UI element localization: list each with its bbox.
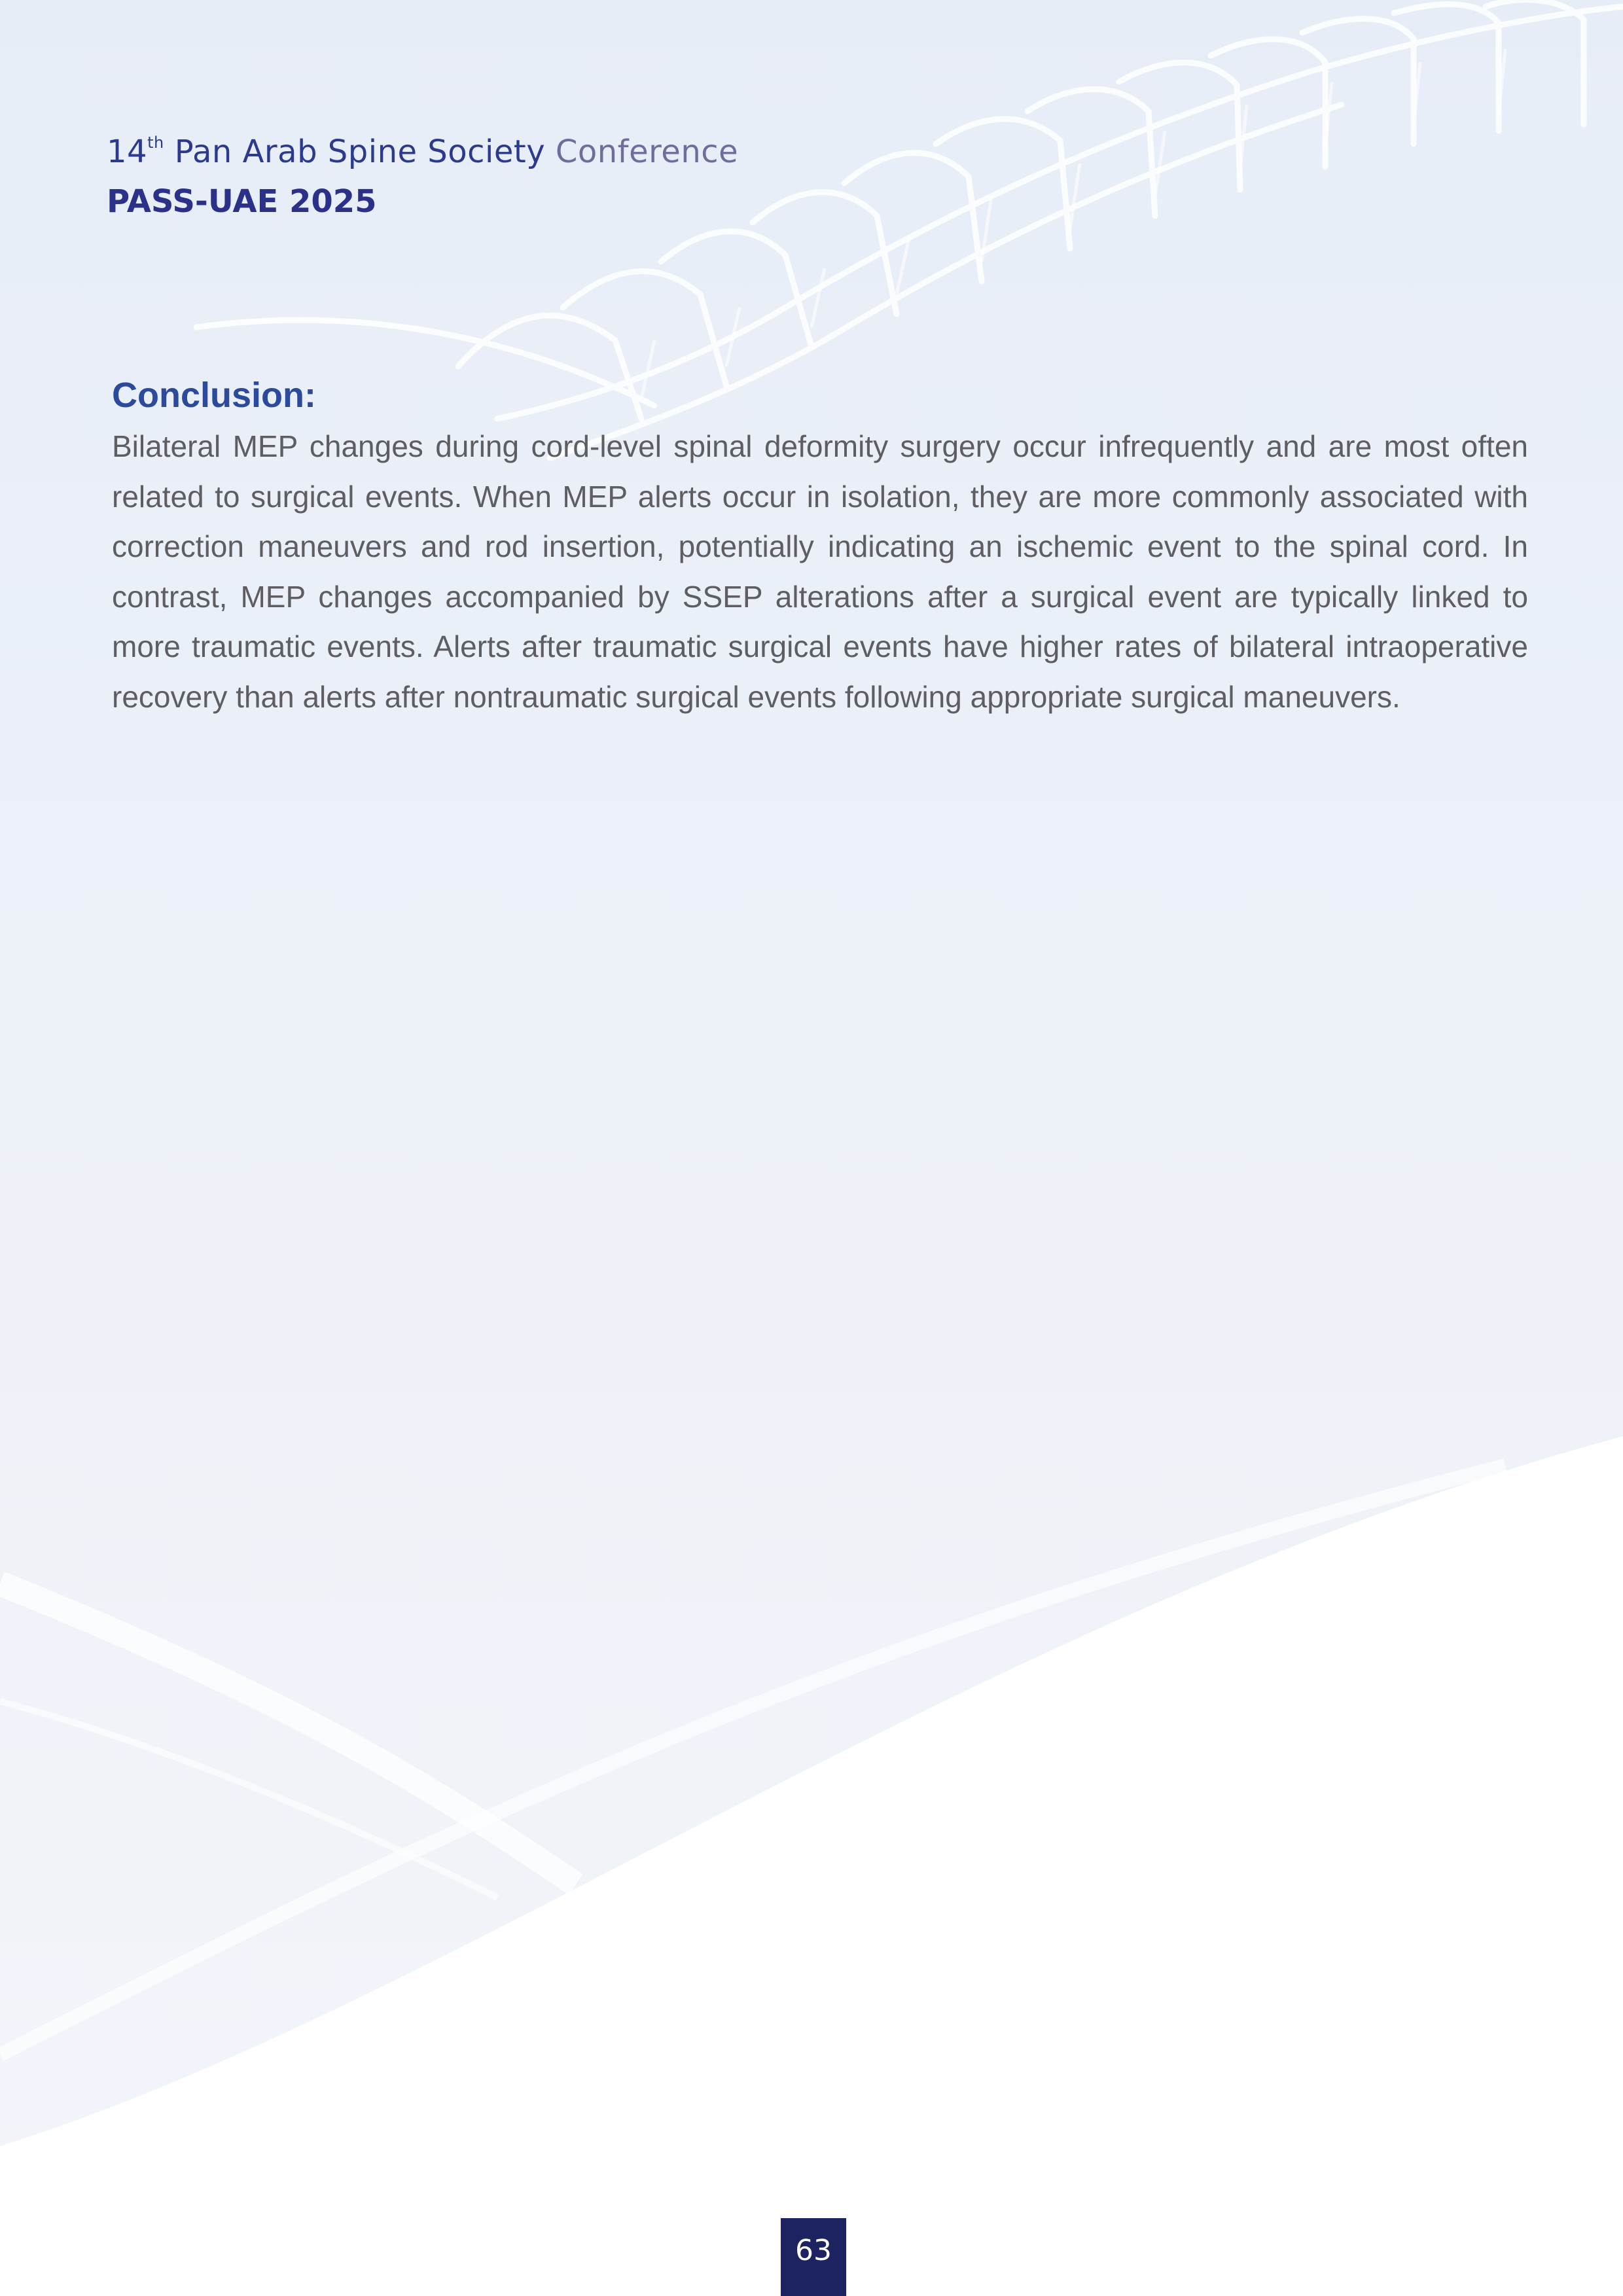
edition-suffix: th [147,133,164,152]
conference-header [107,122,738,222]
conference-title [107,122,738,173]
conference-name: Pan Arab Spine Society [174,133,546,170]
edition-number: 14 [107,133,148,170]
conclusion-section [112,372,1528,722]
event-code: PASS-UAE 2025 [107,183,377,220]
conference-word: Conference [555,133,739,170]
page-number: 63 [781,2218,846,2296]
section-heading: Conclusion: [112,376,316,415]
section-body: Bilateral MEP changes during cord-level spinal deformity surgery occur infrequently and are most often related to surgical events. When MEP alerts occur in isolation, they are more commonly associated with correction maneuvers and rod insertion, potentially indicating an ischemic event to the spinal cord. In contrast, MEP changes accompanied by SSEP alterations after a surgical event are typically linked to more traumatic events. Alerts after traumatic surgical events have higher rates of bilateral intraoperative recovery than alerts after nontraumatic surgical events following appropriate surgical maneuvers. [112,429,1528,714]
